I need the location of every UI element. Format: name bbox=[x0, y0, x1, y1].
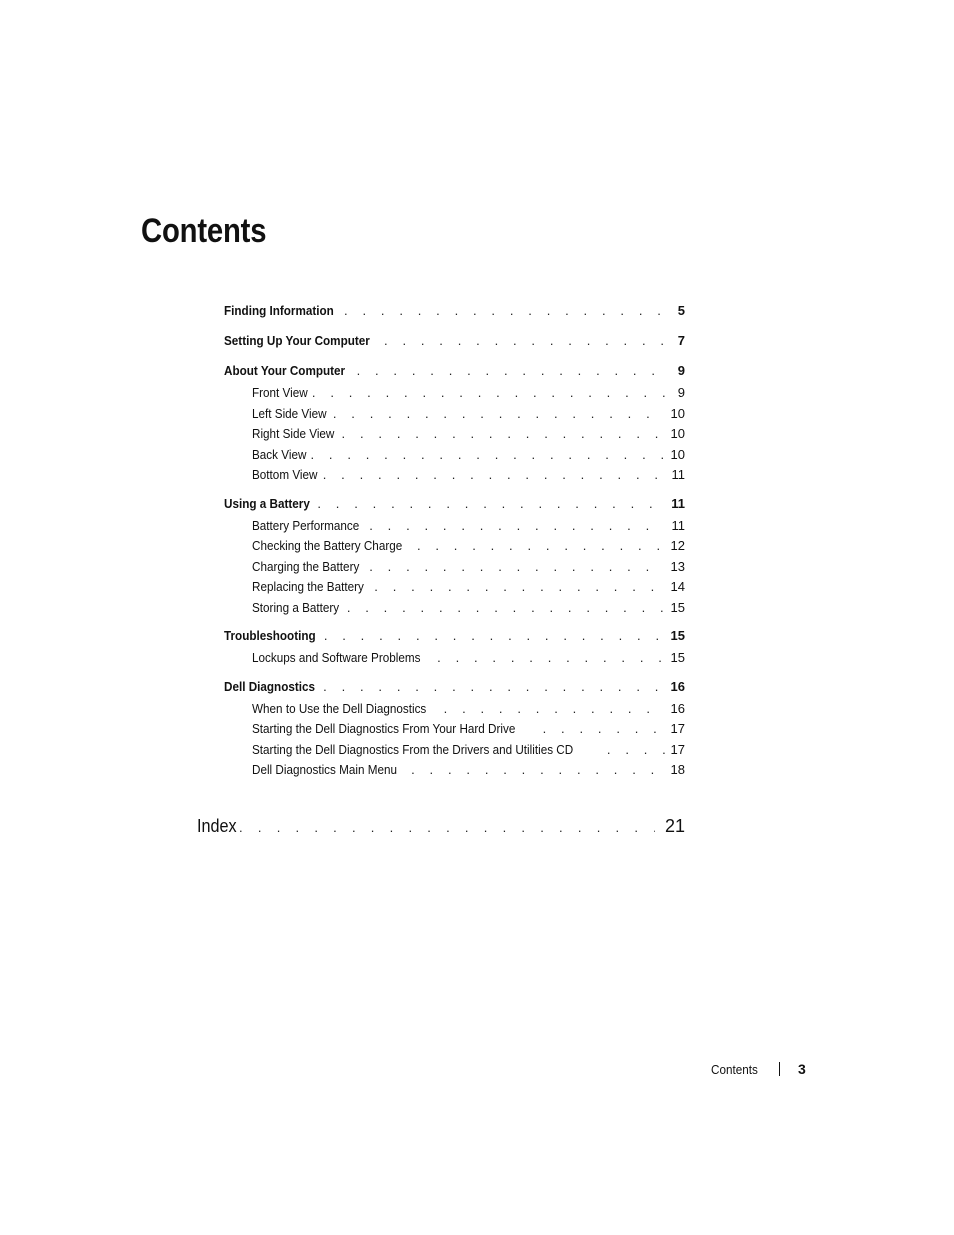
toc-entry-label: Starting the Dell Diagnostics From Your Hard Drive bbox=[252, 721, 516, 736]
toc-entry-label: When to Use the Dell Diagnostics bbox=[252, 700, 427, 716]
toc-entry-label: Lockups and Software Problems bbox=[252, 650, 421, 665]
toc-leader-dots bbox=[369, 559, 664, 574]
toc-entry-label: Setting Up Your Computer bbox=[224, 333, 370, 348]
toc-index-page-number: 21 bbox=[664, 816, 685, 836]
toc-entry-label: Front View bbox=[252, 385, 308, 400]
toc-page-number: 15 bbox=[670, 628, 685, 643]
toc-leader-dots bbox=[607, 742, 665, 757]
toc-leader-dots bbox=[312, 385, 665, 400]
toc-subsection-entry[interactable] bbox=[224, 742, 685, 763]
table-of-contents bbox=[224, 303, 685, 783]
toc-section-entry[interactable] bbox=[224, 303, 685, 325]
toc-entry-label: Back View bbox=[252, 446, 307, 462]
toc-entry-label: Using a Battery bbox=[224, 495, 310, 511]
toc-leader-dots bbox=[437, 650, 664, 665]
toc-page-number: 17 bbox=[670, 741, 685, 757]
toc-subsection-entry[interactable] bbox=[224, 579, 685, 600]
page-title: Contents bbox=[141, 212, 267, 250]
toc-entry-label: Right Side View bbox=[252, 426, 335, 441]
toc-page-number: 11 bbox=[671, 467, 685, 482]
toc-leader-dots bbox=[324, 628, 665, 643]
toc-entry-label: Left Side View bbox=[252, 405, 327, 421]
toc-entry-label: Troubleshooting bbox=[224, 628, 316, 643]
toc-section-entry[interactable] bbox=[224, 628, 685, 650]
toc-entry-label: Replacing the Battery bbox=[252, 579, 364, 594]
toc-subsection-entry[interactable] bbox=[224, 650, 685, 671]
toc-page-number: 11 bbox=[671, 517, 685, 533]
toc-leader-dots bbox=[323, 679, 664, 694]
page-footer bbox=[711, 1061, 806, 1077]
toc-subsection-entry[interactable] bbox=[224, 762, 685, 783]
toc-leader-dots bbox=[384, 333, 665, 348]
toc-subsection-entry[interactable] bbox=[224, 701, 685, 722]
toc-subsection-entry[interactable] bbox=[224, 600, 685, 621]
toc-index-entry[interactable] bbox=[197, 816, 685, 837]
toc-section-entry[interactable] bbox=[224, 363, 685, 385]
toc-leader-dots bbox=[543, 721, 665, 736]
toc-entry-label: Battery Performance bbox=[252, 517, 360, 533]
toc-leader-dots bbox=[444, 701, 665, 716]
toc-entry-label: Dell Diagnostics Main Menu bbox=[252, 762, 398, 777]
toc-entry-label: Checking the Battery Charge bbox=[252, 538, 403, 553]
toc-page-number: 16 bbox=[670, 700, 685, 716]
toc-page-number: 14 bbox=[670, 579, 685, 594]
toc-entry-label: Dell Diagnostics bbox=[224, 678, 316, 694]
toc-page-number: 10 bbox=[670, 405, 685, 421]
toc-subsection-entry[interactable] bbox=[224, 467, 685, 488]
toc-entry-label: About Your Computer bbox=[224, 363, 346, 378]
toc-page-number: 13 bbox=[670, 558, 685, 574]
footer-divider bbox=[779, 1062, 780, 1076]
footer-section-label: Contents bbox=[711, 1061, 758, 1077]
toc-leader-dots bbox=[369, 518, 665, 533]
toc-section-entry[interactable] bbox=[224, 496, 685, 518]
toc-page-number: 11 bbox=[671, 495, 685, 511]
toc-leader-dots bbox=[323, 467, 665, 482]
toc-section-entry[interactable] bbox=[224, 679, 685, 701]
toc-entry-label: Finding Information bbox=[224, 303, 334, 318]
toc-page-number: 15 bbox=[670, 599, 685, 615]
toc-leader-dots bbox=[357, 363, 665, 378]
toc-page-number: 10 bbox=[670, 446, 685, 462]
toc-page-number: 7 bbox=[677, 333, 685, 348]
toc-subsection-entry[interactable] bbox=[224, 721, 685, 742]
toc-subsection-entry[interactable] bbox=[224, 538, 685, 559]
toc-page-number: 18 bbox=[670, 762, 685, 777]
toc-subsection-entry[interactable] bbox=[224, 406, 685, 427]
toc-page-number: 16 bbox=[670, 678, 685, 694]
toc-section-entry[interactable] bbox=[224, 333, 685, 355]
footer-page-number: 3 bbox=[798, 1061, 806, 1077]
toc-page-number: 9 bbox=[677, 385, 685, 400]
toc-index-leader-dots bbox=[239, 820, 655, 835]
toc-subsection-entry[interactable] bbox=[224, 385, 685, 406]
toc-entry-label: Starting the Dell Diagnostics From the Drivers and Utilities CD bbox=[252, 741, 574, 757]
toc-leader-dots bbox=[342, 426, 665, 441]
toc-leader-dots bbox=[310, 447, 664, 462]
toc-entry-label: Bottom View bbox=[252, 467, 318, 482]
toc-leader-dots bbox=[411, 762, 664, 777]
toc-page-number: 15 bbox=[670, 650, 685, 665]
toc-index-label: Index bbox=[197, 816, 237, 836]
toc-entry-label: Storing a Battery bbox=[252, 599, 340, 615]
toc-subsection-entry[interactable] bbox=[224, 447, 685, 468]
toc-page-number: 10 bbox=[670, 426, 685, 441]
toc-subsection-entry[interactable] bbox=[224, 518, 685, 539]
toc-leader-dots bbox=[333, 406, 665, 421]
toc-leader-dots bbox=[344, 303, 665, 318]
toc-leader-dots bbox=[347, 600, 665, 615]
toc-page-number: 17 bbox=[670, 721, 685, 736]
toc-page-number: 9 bbox=[677, 363, 685, 378]
toc-subsection-entry[interactable] bbox=[224, 426, 685, 447]
toc-subsection-entry[interactable] bbox=[224, 559, 685, 580]
toc-leader-dots bbox=[374, 579, 664, 594]
toc-leader-dots bbox=[417, 538, 665, 553]
toc-page-number: 5 bbox=[677, 303, 685, 318]
toc-entry-label: Charging the Battery bbox=[252, 558, 360, 574]
toc-leader-dots bbox=[317, 496, 665, 511]
toc-page-number: 12 bbox=[670, 538, 685, 553]
